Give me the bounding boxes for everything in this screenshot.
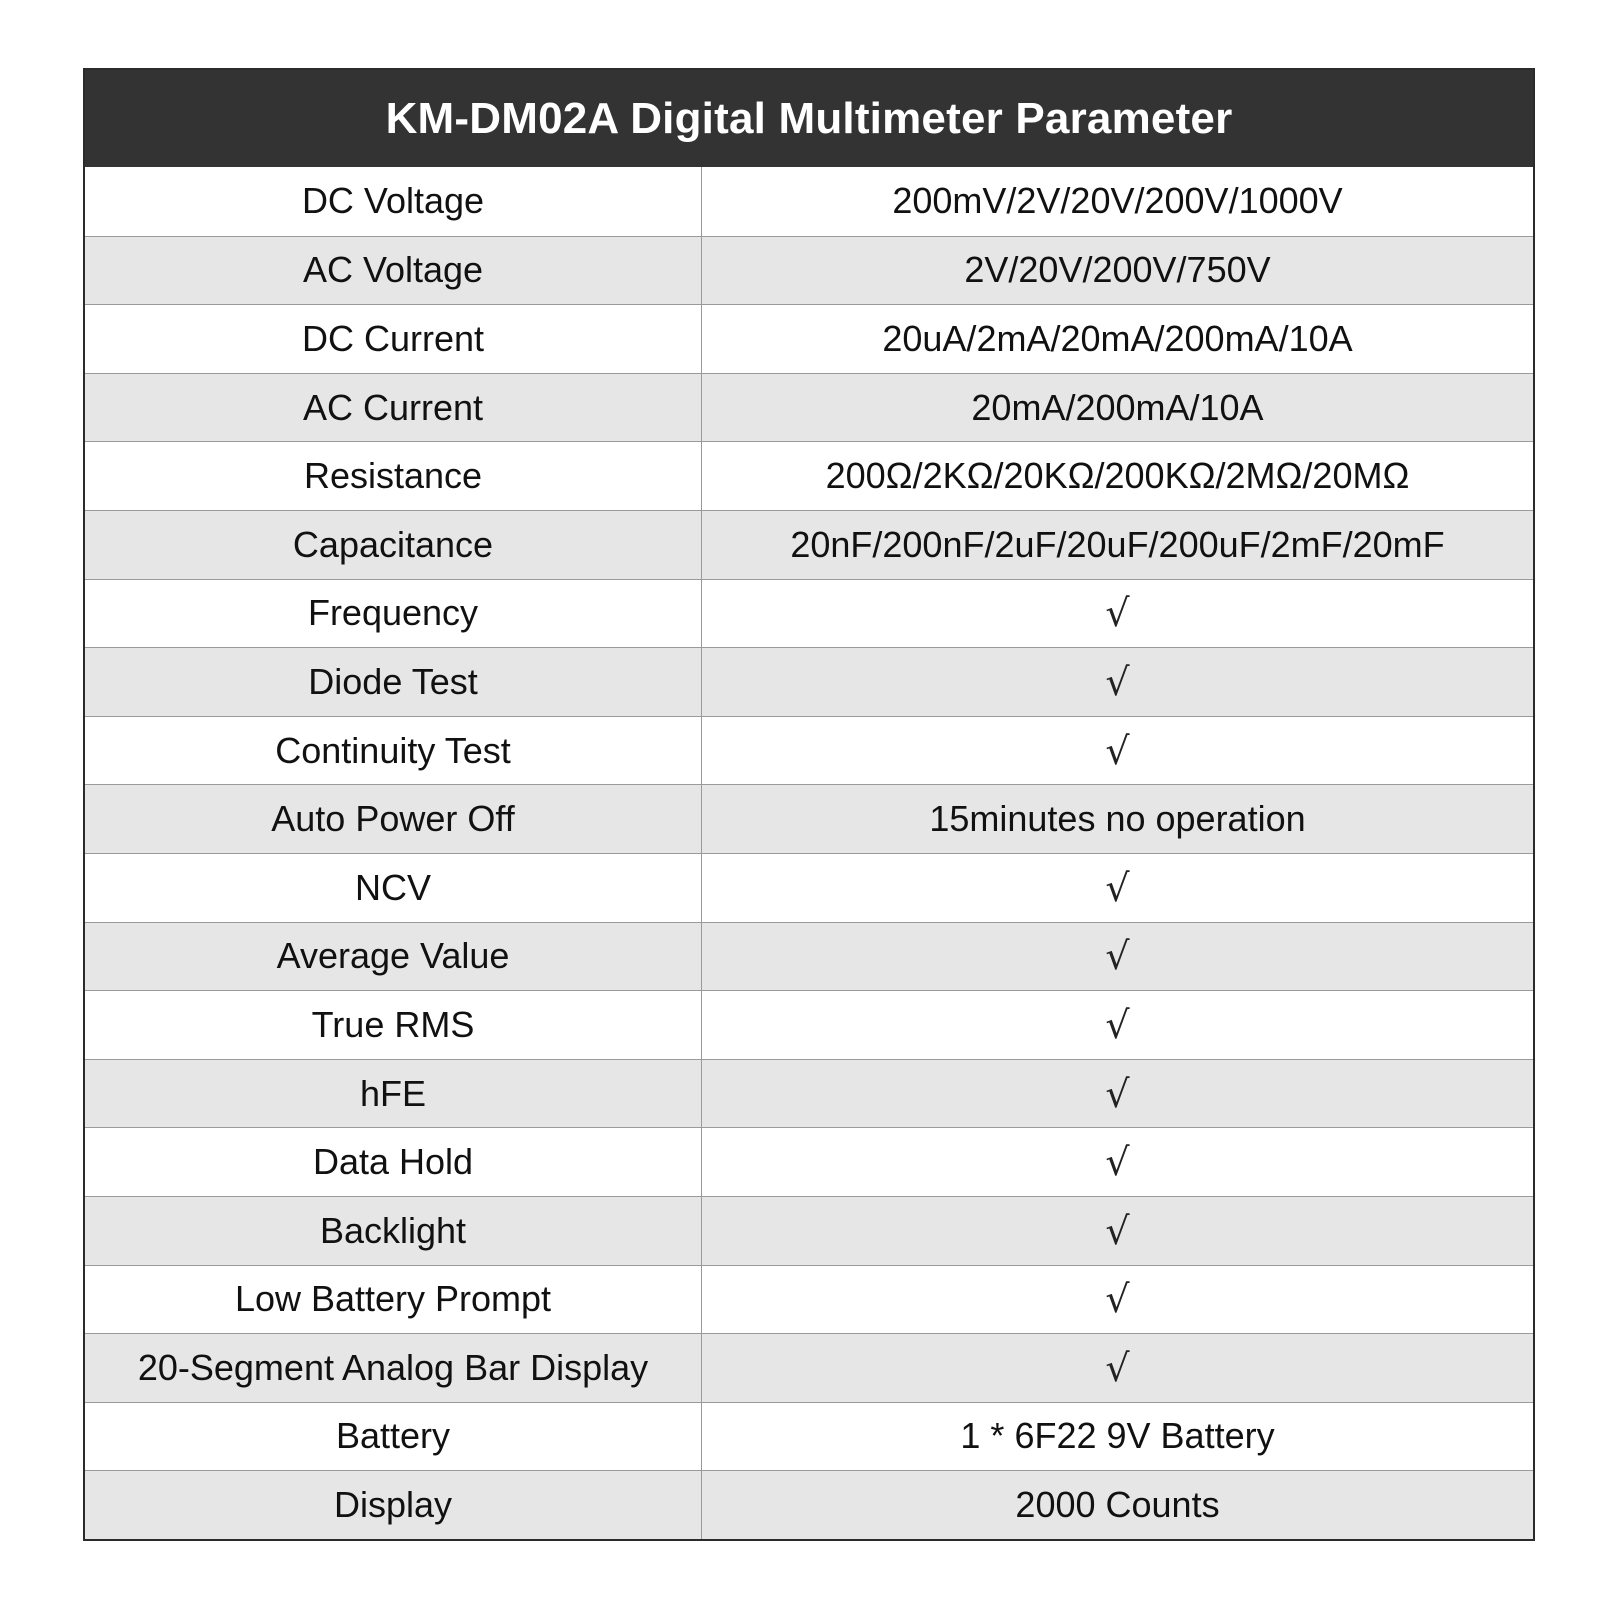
table-row [85,510,1533,579]
param-name-cell: Auto Power Off [85,785,702,853]
param-name-cell: Low Battery Prompt [85,1266,702,1334]
param-name-cell: Battery [85,1403,702,1471]
table-row [85,922,1533,991]
param-name-cell: 20-Segment Analog Bar Display [85,1334,702,1402]
param-value-cell: 1 * 6F22 9V Battery [960,1415,1275,1457]
param-value-cell: 20uA/2mA/20mA/200mA/10A [882,317,1353,359]
param-value-cell: 200Ω/2KΩ/20KΩ/200KΩ/2MΩ/20MΩ [825,455,1410,497]
check-mark-cell: √ [1105,865,1130,910]
param-name-cell: AC Voltage [85,237,702,305]
param-name-cell: Display [85,1471,702,1539]
param-value-cell: 200mV/2V/20V/200V/1000V [892,180,1343,222]
table-row [85,647,1533,716]
param-name-cell: hFE [85,1060,702,1128]
param-value-cell: 15minutes no operation [929,798,1306,840]
table-row [85,1470,1533,1539]
table-row [85,579,1533,648]
table-row [85,373,1533,442]
check-mark-cell: √ [1105,728,1130,773]
spec-table [83,68,1535,1541]
param-name-cell: NCV [85,854,702,922]
check-mark-cell: √ [1105,1277,1130,1322]
table-row [85,1265,1533,1334]
param-name-cell: DC Voltage [85,167,702,236]
check-mark-cell: √ [1105,591,1130,636]
table-row [85,1333,1533,1402]
table-row [85,1196,1533,1265]
param-value-cell: 20nF/200nF/2uF/20uF/200uF/2mF/20mF [790,523,1445,565]
check-mark-cell: √ [1105,1208,1130,1253]
check-mark-cell: √ [1105,1002,1130,1047]
param-name-cell: Backlight [85,1197,702,1265]
table-row [85,1059,1533,1128]
check-mark-cell: √ [1105,1345,1130,1390]
check-mark-cell: √ [1105,659,1130,704]
check-mark-cell: √ [1105,1071,1130,1116]
table-row [85,1127,1533,1196]
param-name-cell: DC Current [85,305,702,373]
table-row [85,990,1533,1059]
table-row [85,236,1533,305]
param-name-cell: Continuity Test [85,717,702,785]
table-row [85,853,1533,922]
table-row [85,1402,1533,1471]
param-name-cell: AC Current [85,374,702,442]
table-title: KM-DM02A Digital Multimeter Parameter [85,70,1533,167]
table-row [85,304,1533,373]
check-mark-cell: √ [1105,934,1130,979]
param-name-cell: Diode Test [85,648,702,716]
param-name-cell: True RMS [85,991,702,1059]
param-value-cell: 2000 Counts [1015,1484,1220,1526]
param-value-cell: 2V/20V/200V/750V [964,249,1271,291]
table-row [85,167,1533,236]
table-row [85,784,1533,853]
table-row [85,441,1533,510]
param-value-cell: 20mA/200mA/10A [971,386,1264,428]
check-mark-cell: √ [1105,1140,1130,1185]
param-name-cell: Average Value [85,923,702,991]
param-name-cell: Data Hold [85,1128,702,1196]
table-body [85,167,1533,1539]
param-name-cell: Frequency [85,580,702,648]
table-row [85,716,1533,785]
param-name-cell: Resistance [85,442,702,510]
param-name-cell: Capacitance [85,511,702,579]
